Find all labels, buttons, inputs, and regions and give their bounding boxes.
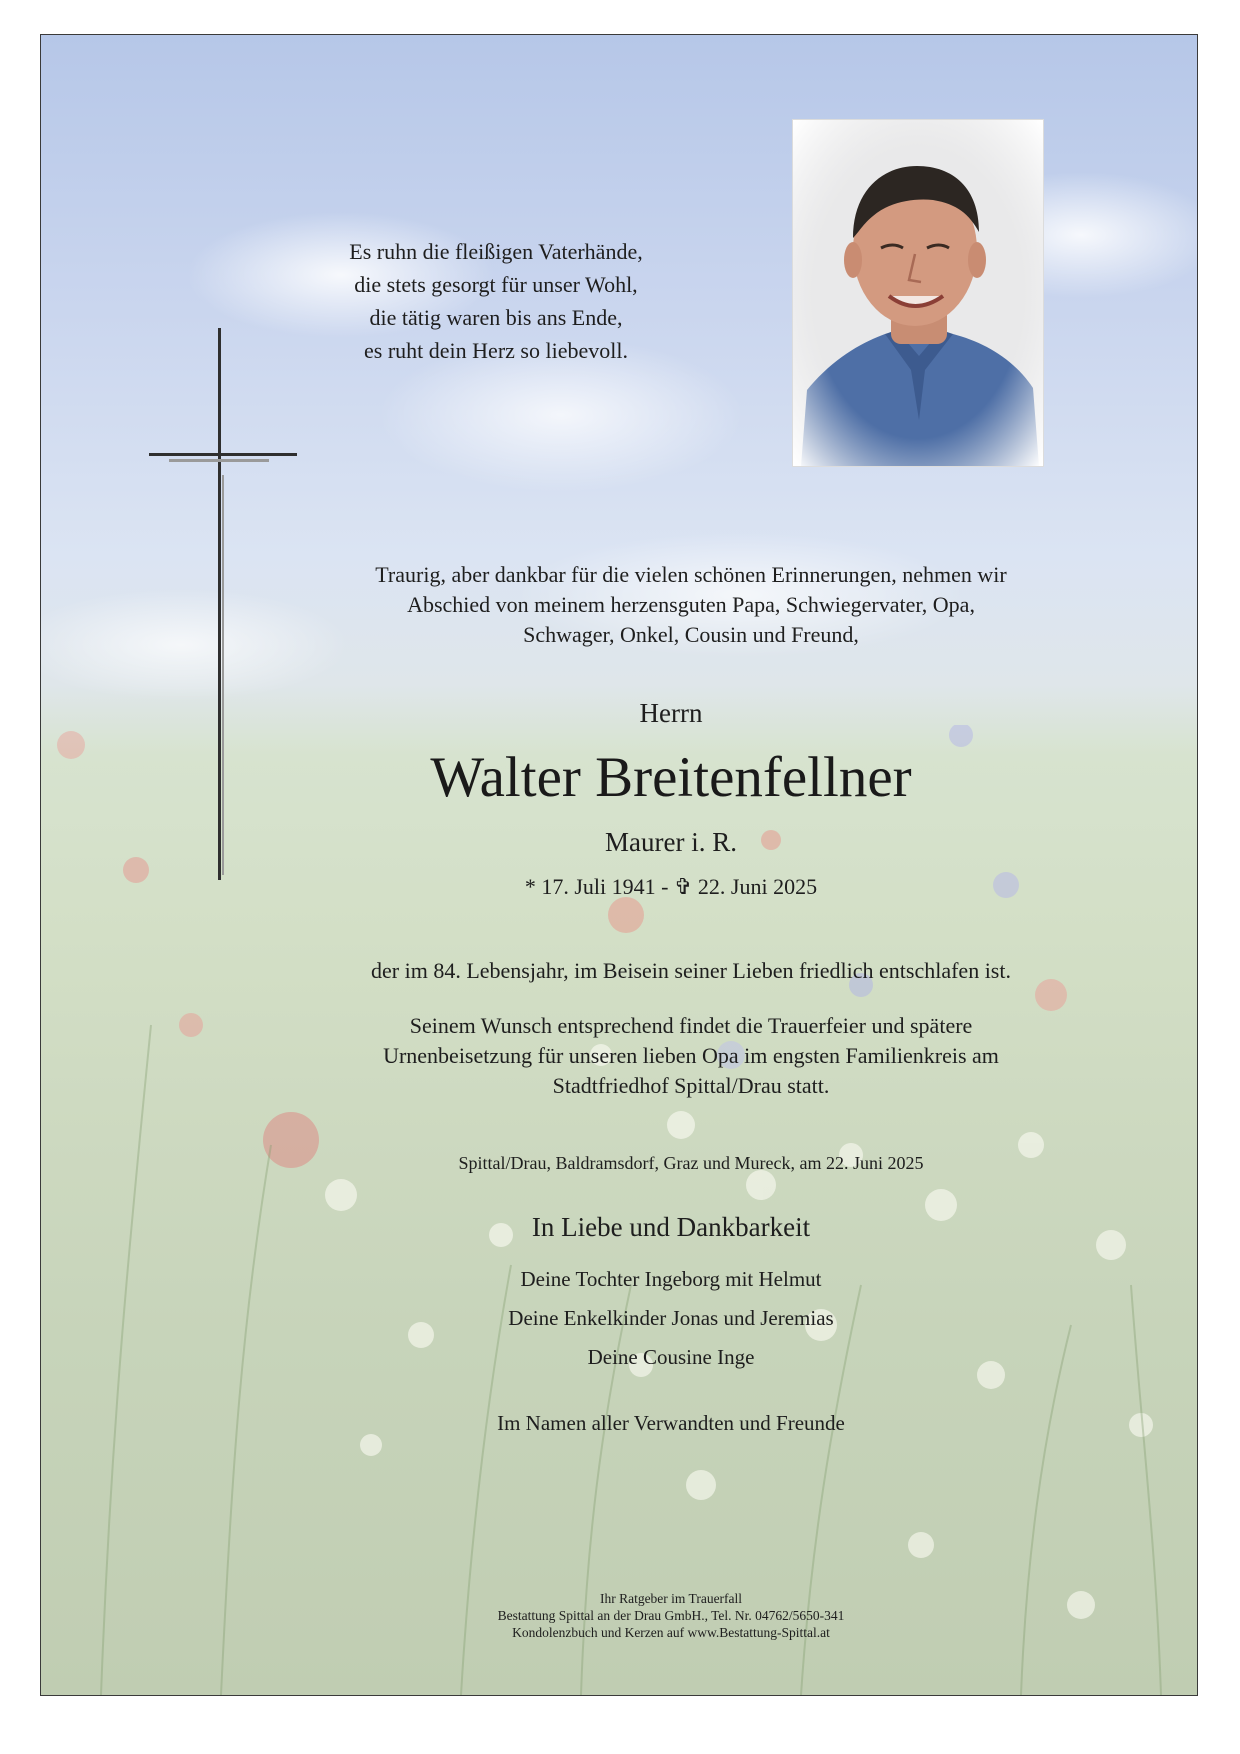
portrait-photo: [792, 119, 1044, 467]
poem-line: es ruht dein Herz so liebevoll.: [364, 338, 628, 363]
mourner-line: Deine Tochter Ingeborg mit Helmut: [520, 1267, 822, 1291]
footer-line: Kondolenzbuch und Kerzen auf www.Bestattung-Spittal.at: [512, 1625, 830, 1640]
love-heading: In Liebe und Dankbarkeit: [531, 1212, 811, 1242]
wish-line: Stadtfriedhof Spittal/Drau statt.: [552, 1073, 830, 1098]
mourner-line: Deine Cousine Inge: [587, 1345, 755, 1369]
life-dates: * 17. Juli 1941 - ✞ 22. Juni 2025: [524, 874, 818, 899]
closing-line: Im Namen aller Verwandten und Freunde: [497, 1411, 845, 1435]
deceased-profession: Maurer i. R.: [605, 827, 737, 857]
wish-line: Seinem Wunsch entsprechend findet die Trauerfeier und spätere: [409, 1013, 973, 1038]
intro-text: [241, 560, 1141, 650]
cross-icon-horizontal-shadow: [169, 459, 269, 462]
footer-line: Bestattung Spittal an der Drau GmbH., Tel. Nr. 04762/5650-341: [497, 1608, 845, 1623]
cross-icon-horizontal-bar: [149, 453, 297, 456]
intro-line: Traurig, aber dankbar für die vielen schönen Erinnerungen, nehmen wir: [375, 562, 1007, 587]
place-date: Spittal/Drau, Baldramsdorf, Graz und Mureck, am 22. Juni 2025: [458, 1153, 924, 1173]
poem-line: die tätig waren bis ans Ende,: [369, 305, 623, 330]
footer: [401, 1590, 941, 1641]
footer-line: Ihr Ratgeber im Trauerfall: [599, 1591, 743, 1606]
intro-line: Schwager, Onkel, Cousin und Freund,: [523, 622, 859, 647]
salutation: Herrn: [639, 698, 703, 728]
meadow-background: [41, 725, 1197, 1695]
mourner-line: Deine Enkelkinder Jonas und Jeremias: [508, 1306, 834, 1330]
intro-line: Abschied von meinem herzensguten Papa, Schwiegervater, Opa,: [407, 592, 975, 617]
cross-icon-vertical-bar: [218, 328, 221, 880]
poem-line: Es ruhn die fleißigen Vaterhände,: [349, 239, 643, 264]
deceased-name: Walter Breitenfellner: [430, 746, 912, 809]
lifespan-text: der im 84. Lebensjahr, im Beisein seiner Lieben friedlich entschlafen ist.: [371, 958, 1011, 983]
wish-line: Urnenbeisetzung für unseren lieben Opa im engsten Familienkreis am: [383, 1043, 999, 1068]
poem-line: die stets gesorgt für unser Wohl,: [354, 272, 638, 297]
cross-icon-shadow-bar: [222, 475, 224, 875]
poem: [271, 235, 721, 367]
obituary-card: [40, 34, 1198, 1696]
ceremony-wish-text: [241, 1011, 1141, 1101]
